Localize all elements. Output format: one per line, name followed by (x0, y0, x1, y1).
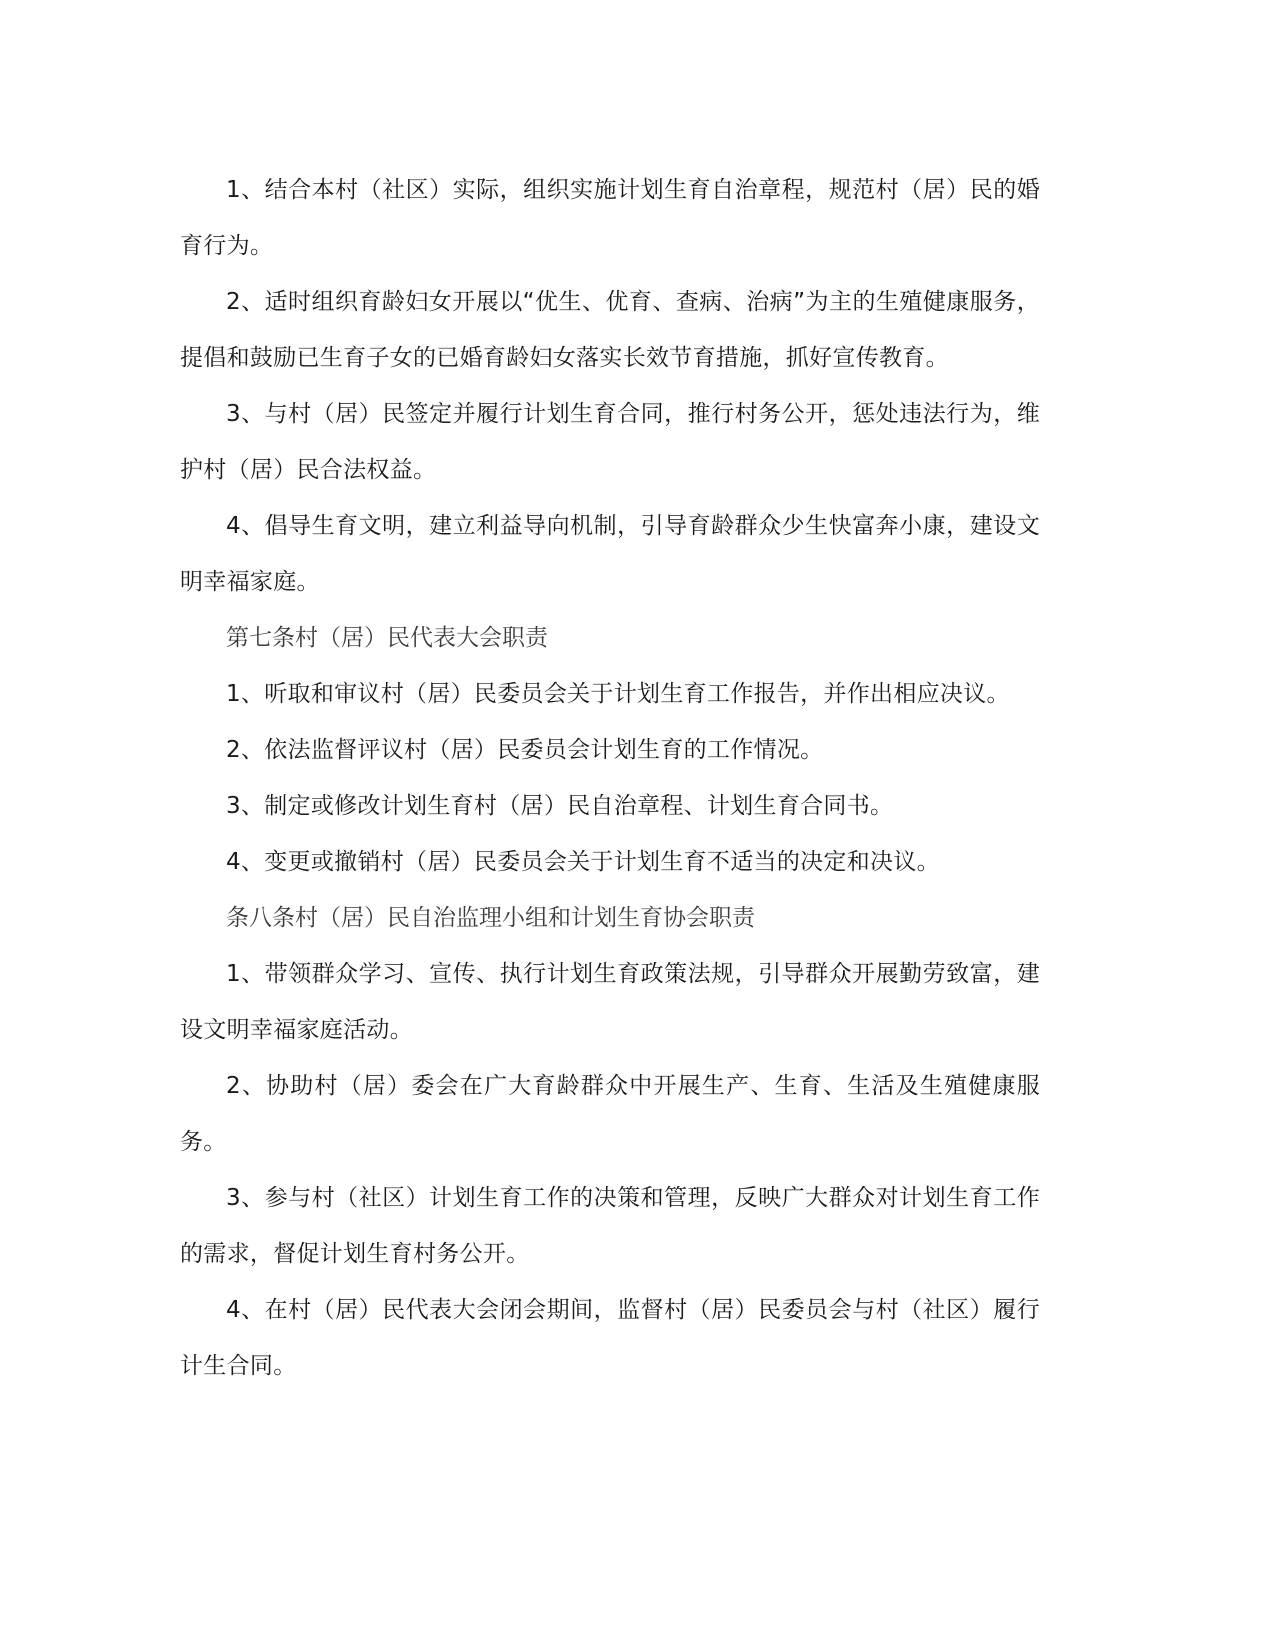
clause-item: 4、倡导生育文明，建立利益导向机制，引导育龄群众少生快富奔小康，建设文明幸福家庭。 (180, 513, 1040, 595)
article-heading: 条八条村（居）民自治监理小组和计划生育协会职责 (226, 905, 755, 931)
article-heading: 第七条村（居）民代表大会职责 (226, 625, 548, 651)
clause-item: 3、与村（居）民签定并履行计划生育合同，推行村务公开，惩处违法行为，维护村（居）民合法权益。 (180, 401, 1040, 483)
clause-item: 2、依法监督评议村（居）民委员会计划生育的工作情况。 (226, 737, 824, 763)
clause-item: 2、协助村（居）委会在广大育龄群众中开展生产、生育、生活及生殖健康服务。 (180, 1073, 1040, 1155)
clause-item: 4、变更或撤销村（居）民委员会关于计划生育不适当的决定和决议。 (226, 849, 940, 875)
clause-item: 1、听取和审议村（居）民委员会关于计划生育工作报告，并作出相应决议。 (226, 681, 1010, 707)
clause-item: 3、参与村（社区）计划生育工作的决策和管理，反映广大群众对计划生育工作的需求，督促计划生育村务公开。 (180, 1185, 1040, 1267)
clause-item: 1、结合本村（社区）实际，组织实施计划生育自治章程，规范村（居）民的婚育行为。 (180, 177, 1040, 259)
clause-item: 2、适时组织育龄妇女开展以“优生、优育、查病、治病”为主的生殖健康服务，提倡和鼓励已生育子女的已婚育龄妇女落实长效节育措施，抓好宣传教育。 (180, 289, 1040, 371)
document-body (180, 162, 1040, 1394)
clause-item: 3、制定或修改计划生育村（居）民自治章程、计划生育合同书。 (226, 793, 894, 819)
clause-item: 4、在村（居）民代表大会闭会期间，监督村（居）民委员会与村（社区）履行计生合同。 (180, 1297, 1040, 1379)
clause-item: 1、带领群众学习、宣传、执行计划生育政策法规，引导群众开展勤劳致富，建设文明幸福家庭活动。 (180, 961, 1040, 1043)
